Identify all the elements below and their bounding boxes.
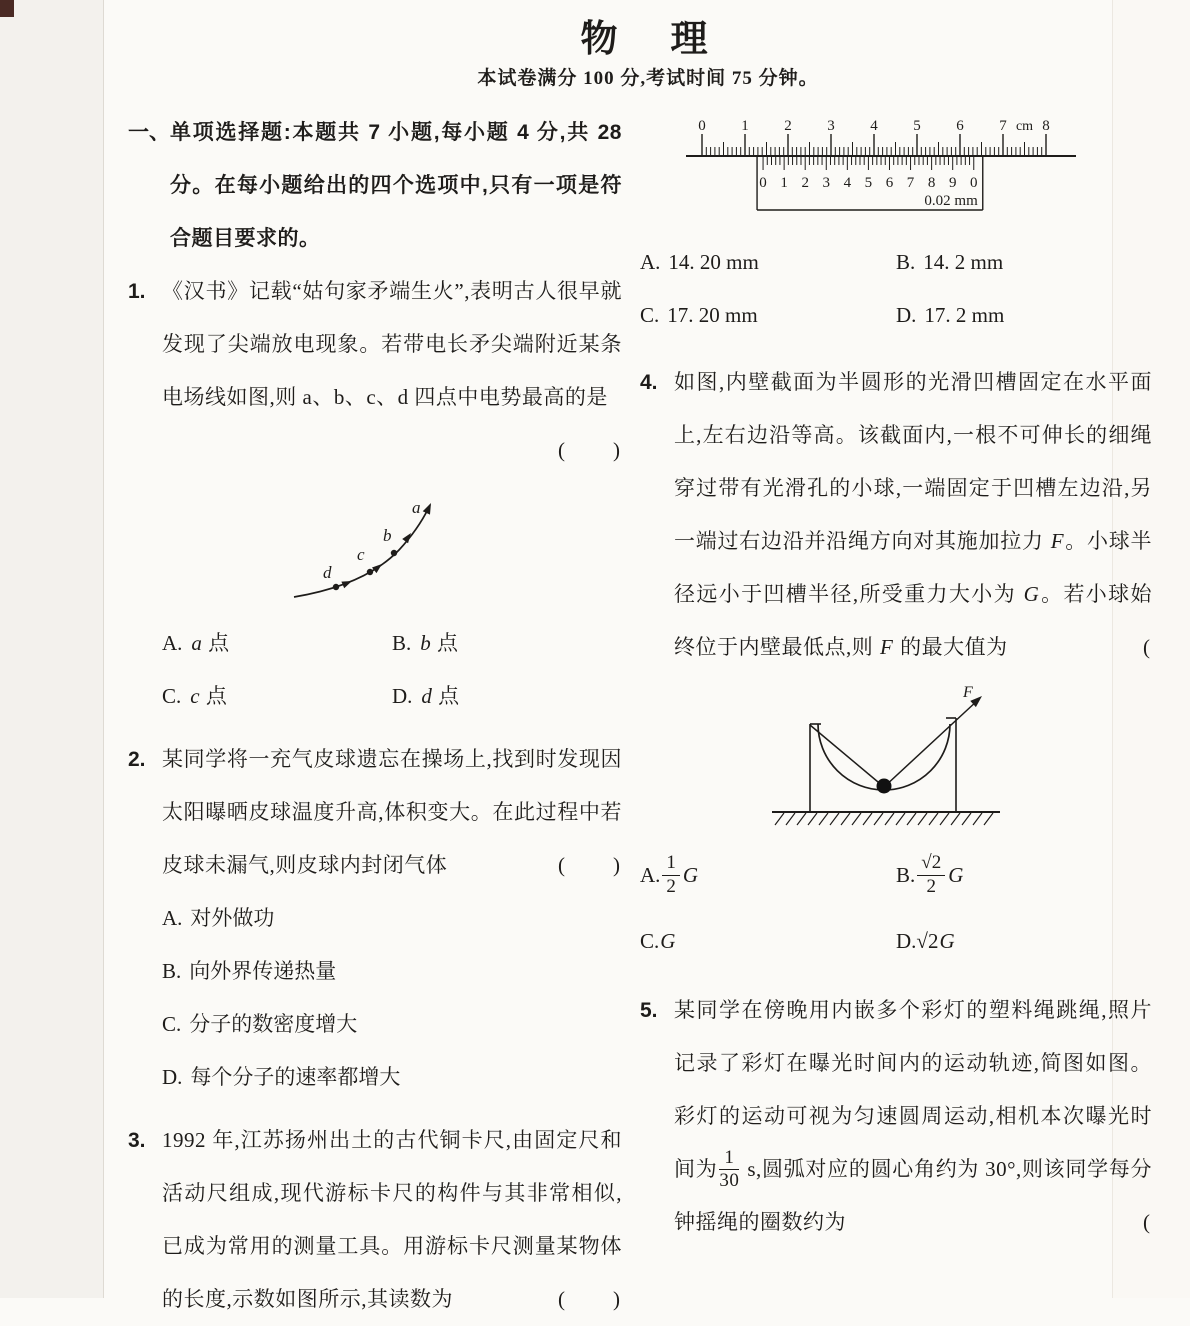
question-4-body: 。小球半径远小于凹槽半径,所受重力大小为 [674,529,1153,606]
scan-corner-mark [0,0,14,17]
option-1d-label: D. [392,684,413,708]
fraction-denominator: 30 [719,1170,740,1192]
option-1c-label: C. [162,684,182,708]
option-2c [162,998,622,1051]
point-c-dot [367,569,373,575]
option-4d-radical: √2 [916,928,939,953]
section-text: 单项选择题:本题共 7 小题,每小题 4 分,共 28 分。在每小题给出的四个选项中,只有一项是符合题目要求的。 [170,121,622,250]
point-b-label: b [383,526,392,545]
question-3-number: 3. [128,1129,146,1152]
svg-text:1: 1 [780,175,788,191]
question-2-answer-blank: ( ) [558,853,622,877]
option-3a [640,236,896,289]
svg-text:5: 5 [913,118,921,134]
svg-text:4: 4 [843,175,852,191]
vernier-caliper-figure [680,116,1152,218]
two-column-layout [128,106,1168,1326]
force-arrow-label: F [963,684,973,701]
option-2b-text: 向外界传递热量 [189,959,337,983]
rope-right-segment [884,700,978,787]
option-2a [162,892,622,945]
section-heading [128,106,622,265]
question-4-body: 的最大值为 [894,635,1008,659]
question-4-options [640,842,1152,974]
question-5 [640,984,1152,1249]
option-2b [162,945,622,998]
svg-text:5: 5 [864,175,873,191]
option-1b [392,617,622,670]
option-3c [640,289,896,342]
svg-text:8: 8 [1042,118,1050,134]
option-3b-label: B. [896,250,916,274]
option-1a [162,617,392,670]
option-2d-text: 每个分子的速率都增大 [190,1065,401,1089]
svg-text:0: 0 [698,118,706,134]
left-column [128,106,622,1326]
section-number: 一、 [128,121,170,144]
question-4-text [674,356,1152,674]
ground-hatching [775,813,993,825]
question-5-answer-blank: ( [1143,1210,1152,1234]
question-2-body: 某同学将一充气皮球遗忘在操场上,找到时发现因太阳曝晒皮球温度升高,体积变大。在此过程中若皮球未漏气,则皮球内封闭气体 [162,747,622,877]
groove-ball-figure [760,684,1152,832]
option-3c-text: 17. 20 mm [667,303,758,327]
option-3d-text: 17. 2 mm [924,303,1005,327]
question-1-options [162,617,622,723]
svg-text:2: 2 [801,175,809,191]
question-4-body: 。若小球始终位于内壁最低点,则 [674,582,1153,659]
option-1d [392,670,622,723]
option-3a-label: A. [640,250,661,274]
svg-text:4: 4 [870,118,878,134]
option-3d [896,289,1152,342]
question-5-text [674,984,1152,1249]
vernier-caliper-svg [680,116,1080,218]
option-2a-text: 对外做功 [190,906,275,930]
option-2c-label: C. [162,1012,182,1036]
point-d-label: d [323,563,332,582]
ball [877,779,892,794]
page-subtitle: 本试卷满分 100 分,考试时间 75 分钟。 [477,68,819,89]
option-1b-var: b [420,631,431,655]
option-1d-var: d [421,684,432,708]
option-1c-var: c [190,684,200,708]
question-2-text [162,733,622,892]
svg-text:6: 6 [956,118,964,134]
option-1b-text: 点 [431,631,459,655]
option-4a-fraction [662,853,680,898]
option-4c-label: C. [640,928,660,953]
question-1 [128,265,622,477]
option-1a-text: 点 [202,631,230,655]
option-4b-var: G [948,862,964,887]
option-4a [640,842,896,908]
svg-text:8: 8 [927,175,936,191]
point-a-label: a [412,498,421,517]
fraction-numerator: 1 [662,853,680,876]
field-line-figure [278,483,622,609]
question-3-answer-blank: ( ) [558,1287,622,1311]
fraction-numerator: √2 [917,853,945,876]
option-3c-label: C. [640,303,660,327]
svg-text:6: 6 [885,175,894,191]
option-3b [896,236,1152,289]
question-1-number: 1. [128,280,146,303]
field-line-figure-svg [278,483,508,609]
option-1c [162,670,392,723]
fraction-numerator: 1 [719,1148,739,1171]
option-4d-label: D. [896,928,917,953]
force-variable: F [1050,529,1065,553]
point-c-label: c [357,545,365,564]
svg-text:1: 1 [741,118,749,134]
option-4c-var: G [660,928,676,953]
question-5-body: 某同学在傍晚用内嵌多个彩灯的塑料绳跳绳,照片记录了彩灯在曝光时间内的运动轨迹,简图如图。彩灯的运动可视为匀速圆周运动,相机本次曝光时间为 [674,998,1152,1181]
svg-text:3: 3 [827,118,835,134]
question-2-options [162,892,622,1104]
question-2-number: 2. [128,748,146,771]
question-4-body: 如图,内壁截面为半圆形的光滑凹槽固定在水平面上,左右边沿等高。该截面内,一根不可伸长的细绳穿过带有光滑孔的小球,一端固定于凹槽左边沿,另一端过右边沿并沿绳方向对其施加拉力 [674,370,1152,553]
curve-end-arrowhead [423,501,435,514]
question-4 [640,356,1152,674]
svg-text:0: 0 [970,175,978,191]
scan-left-margin [0,0,104,1298]
option-2c-text: 分子的数密度增大 [189,1012,358,1036]
option-4a-var: G [682,862,699,887]
question-2 [128,733,622,892]
groove-ball-svg [760,684,1010,832]
option-1a-var: a [191,631,202,655]
force-variable: F [880,635,894,659]
option-4a-label: A. [640,862,661,887]
curve-arrowhead [341,578,353,589]
page-title: 物 理 [580,18,716,59]
rope-left-segment [810,725,884,787]
svg-text:cm: cm [1015,119,1034,134]
svg-text:9: 9 [948,175,957,191]
option-3d-label: D. [896,303,917,327]
svg-text:7: 7 [906,175,915,191]
option-4d [896,908,1152,974]
curve-arrowhead [402,531,414,543]
option-3b-text: 14. 2 mm [923,250,1004,274]
option-1b-label: B. [392,631,412,655]
exposure-time-fraction [719,1148,739,1193]
option-2b-label: B. [162,959,182,983]
option-4b-label: B. [896,862,916,887]
question-3-text [162,1114,622,1326]
point-b-dot [391,550,397,556]
gravity-variable: G [1023,582,1040,606]
option-3a-text: 14. 20 mm [668,250,759,274]
option-2d-label: D. [162,1065,183,1089]
option-4b [896,842,1152,908]
exam-header [128,16,1168,96]
svg-text:3: 3 [822,175,831,191]
option-1d-text: 点 [432,684,460,708]
question-5-number: 5. [640,999,658,1022]
option-1a-label: A. [162,631,183,655]
option-1c-text: 点 [200,684,227,708]
option-4c [640,908,896,974]
question-5-body: s,圆弧对应的圆心角约为 30°,则该同学每分钟摇绳的圈数约为 [674,1157,1152,1234]
option-4b-fraction [917,853,945,898]
question-3-body: 1992 年,江苏扬州出土的古代铜卡尺,由固定尺和活动尺组成,现代游标卡尺的构件与其非常相似,已成为常用的测量工具。用游标卡尺测量某物体的长度,示数如图所示,其读数为 [162,1128,622,1311]
point-d-dot [333,584,339,590]
svg-text:2: 2 [784,118,792,134]
svg-text:0.02 mm: 0.02 mm [924,193,978,209]
exam-sheet [128,16,1168,1326]
svg-text:7: 7 [999,118,1007,134]
question-4-number: 4. [640,371,658,394]
svg-text:0: 0 [759,175,767,191]
option-4d-var: G [939,928,955,953]
question-1-text [162,265,622,477]
option-2a-label: A. [162,906,183,930]
question-1-answer-blank: ( ) [558,438,622,462]
question-1-body: 《汉书》记载“姑句家矛端生火”,表明古人很早就发现了尖端放电现象。若带电长矛尖端附近某条电场线如图,则 a、b、c、d 四点中电势最高的是 [162,279,622,409]
option-2d [162,1051,622,1104]
right-column [640,106,1152,1326]
question-3 [128,1114,622,1326]
question-3-options [640,236,1152,342]
curve-arrowhead [372,561,384,573]
question-4-answer-blank: ( [1143,635,1152,659]
fraction-denominator: 2 [666,875,676,897]
fraction-denominator: 2 [926,875,936,897]
